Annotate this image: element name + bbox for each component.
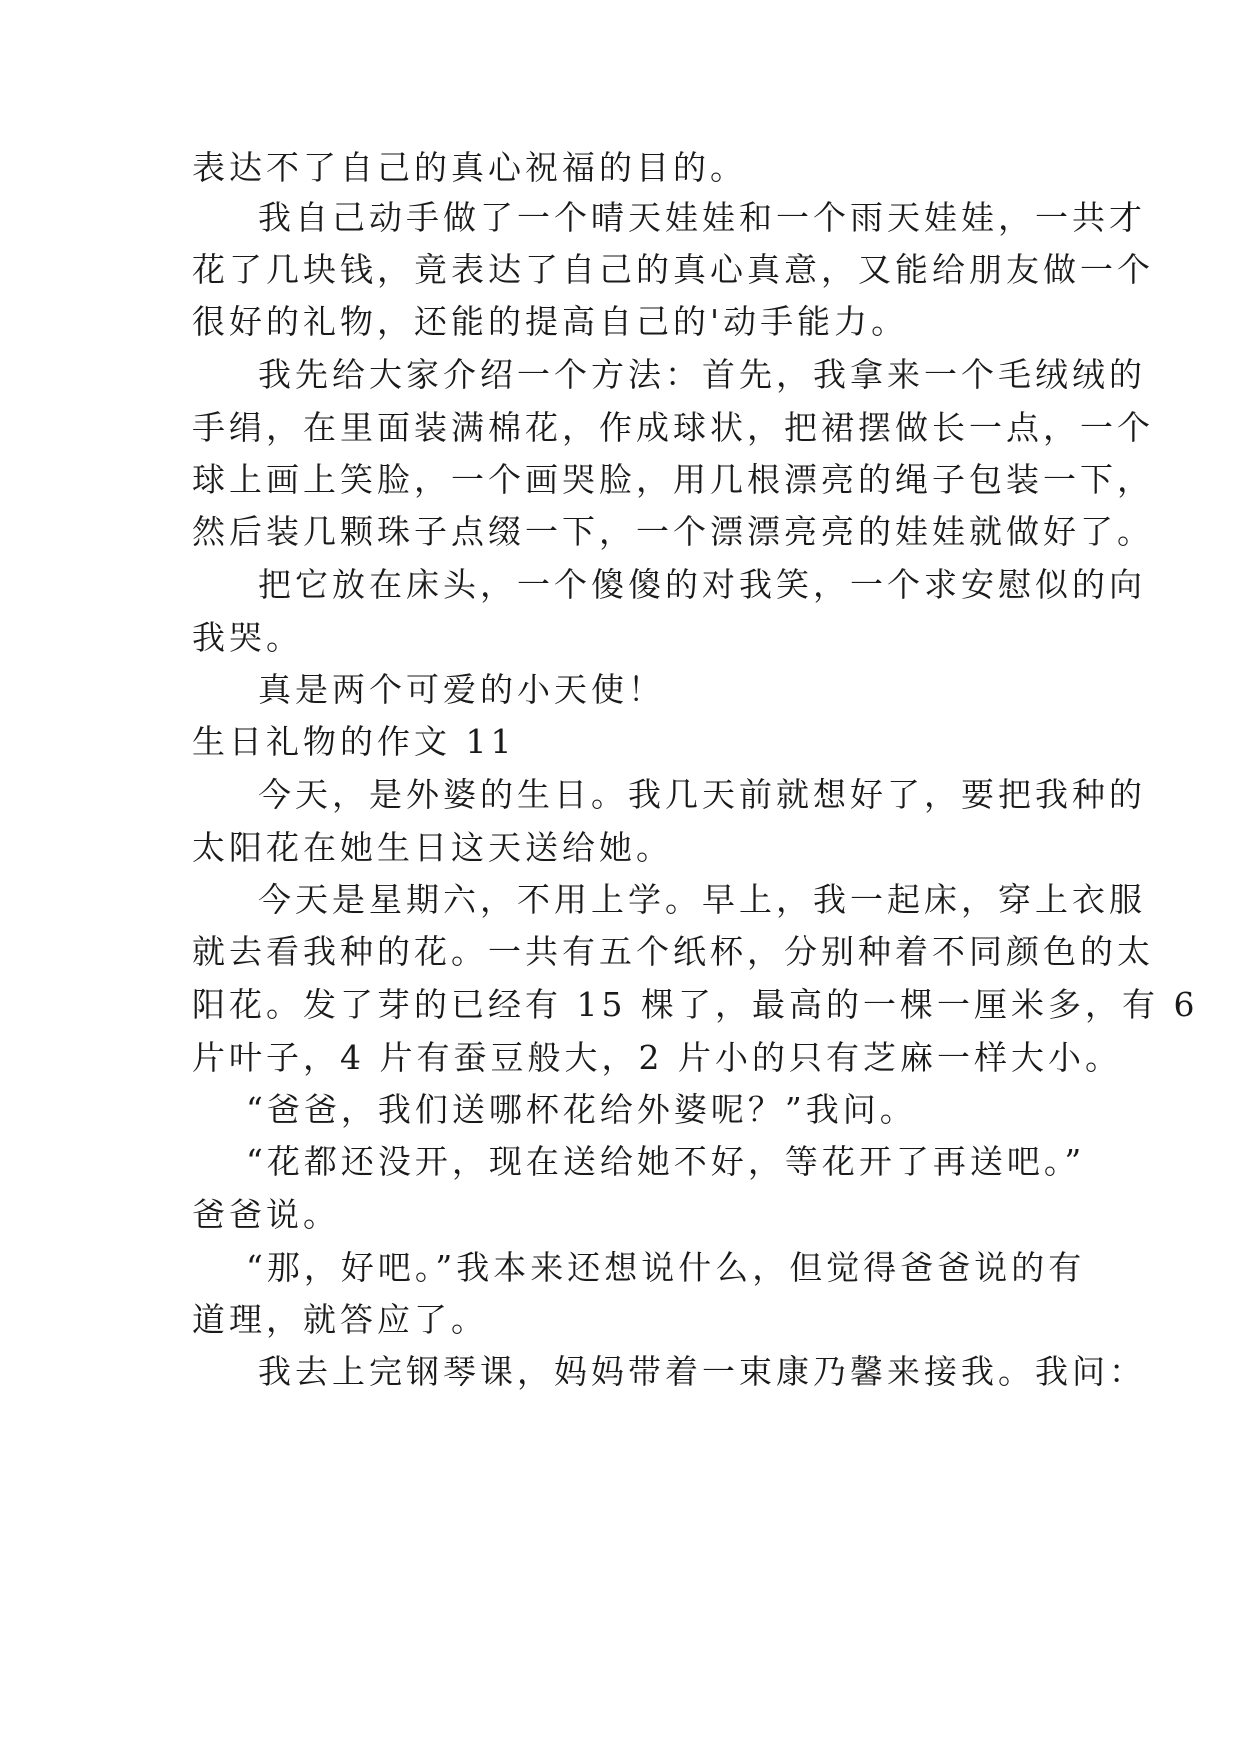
section-heading: 生日礼物的作文 11 (192, 722, 516, 761)
paragraph-line: “爸爸，我们送哪杯花给外婆呢？”我问。 (246, 1090, 917, 1129)
paragraph-line: 我自己动手做了一个晴天娃娃和一个雨天娃娃，一共才 (258, 198, 1146, 237)
paragraph-line: “花都还没开，现在送给她不好，等花开了再送吧。” (246, 1142, 1086, 1181)
paragraph-line: 表达不了自己的真心祝福的目的。 (192, 148, 747, 187)
paragraph-line: 我去上完钢琴课，妈妈带着一束康乃馨来接我。我问： (258, 1352, 1146, 1391)
paragraph-line: 片叶子，4 片有蚕豆般大，2 片小的只有芝麻一样大小。 (192, 1038, 1122, 1077)
paragraph-line: 爸爸说。 (192, 1195, 340, 1234)
paragraph-line: 我哭。 (192, 618, 303, 657)
paragraph-line: 球上画上笑脸，一个画哭脸，用几根漂亮的绳子包装一下， (192, 460, 1154, 499)
paragraph-line: 今天是星期六，不用上学。早上，我一起床，穿上衣服 (258, 880, 1146, 919)
paragraph-line: 很好的礼物，还能的提高自己的'动手能力。 (192, 302, 909, 341)
paragraph-line: 阳花。发了芽的已经有 15 棵了，最高的一棵一厘米多，有 6 (192, 985, 1199, 1024)
paragraph-line: 真是两个可爱的小天使！ (258, 670, 665, 709)
paragraph-line: 然后装几颗珠子点缀一下，一个漂漂亮亮的娃娃就做好了。 (192, 512, 1154, 551)
paragraph-line: 道理，就答应了。 (192, 1300, 488, 1339)
paragraph-line: 就去看我种的花。一共有五个纸杯，分别种着不同颜色的太 (192, 932, 1154, 971)
paragraph-line: 今天，是外婆的生日。我几天前就想好了，要把我种的 (258, 775, 1146, 814)
paragraph-line: 我先给大家介绍一个方法：首先，我拿来一个毛绒绒的 (258, 355, 1146, 394)
paragraph-line: 把它放在床头，一个傻傻的对我笑，一个求安慰似的向 (258, 565, 1146, 604)
paragraph-line: 太阳花在她生日这天送给她。 (192, 828, 673, 867)
paragraph-line: 花了几块钱，竟表达了自己的真心真意，又能给朋友做一个 (192, 250, 1154, 289)
paragraph-line: “那，好吧。”我本来还想说什么，但觉得爸爸说的有 (246, 1248, 1086, 1287)
paragraph-line: 手绢，在里面装满棉花，作成球状，把裙摆做长一点，一个 (192, 408, 1154, 447)
